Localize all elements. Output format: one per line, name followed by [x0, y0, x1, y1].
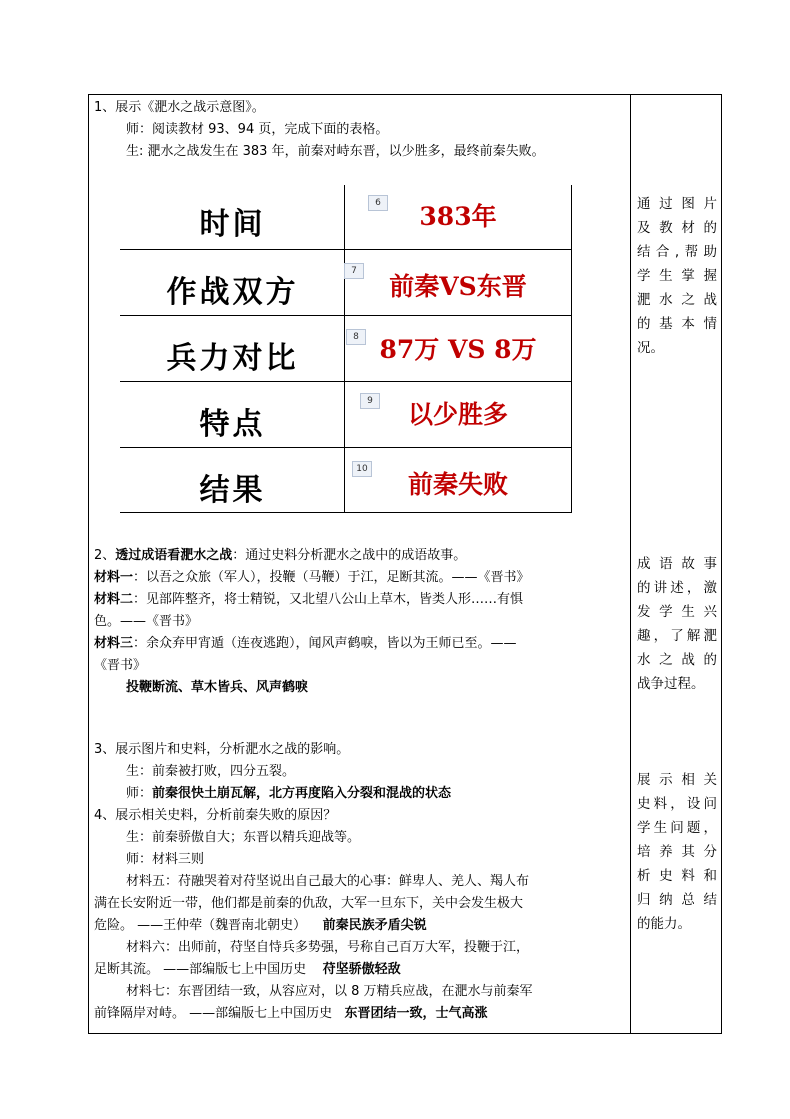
side-note-2: 成语故事 的讲述，激 发学生兴 趣，了解淝 水之战的 战争过程。: [637, 556, 717, 692]
row-value-feature: 以少胜多: [407, 400, 508, 429]
material-7-line2: 前锋隔岸对峙。 ——部编版七上中国历史 东晋团结一致，士气高涨: [94, 1006, 488, 1021]
table-row-line: [120, 381, 572, 382]
section1-student: 生: 淝水之战发生在 383 年，前秦对峙东晋，以少胜多，最终前秦失败。: [126, 144, 545, 159]
row-value-time: 383年: [419, 202, 497, 231]
blank-number-badge: 7: [344, 263, 364, 279]
row-value-forces: 87万 VS 8万: [379, 335, 537, 364]
row-label-forces: 兵力对比: [166, 341, 299, 376]
row-value-sides: 前秦VS东晋: [389, 272, 527, 301]
row-label-result: 结果: [199, 473, 266, 508]
material-3: 材料三：余众弃甲宵遁（连夜逃跑），闻风声鹤唳，皆以为王师已至。——: [94, 636, 517, 651]
side-note-1: 通过图片 及教材的 结合,帮助 学生掌握 淝水之战 的基本情 况。: [637, 196, 717, 356]
row-value-result: 前秦失败: [407, 470, 508, 499]
material-2-cont: 色。——《晋书》: [94, 614, 199, 629]
section4-heading: 4、展示相关史料，分析前秦失败的原因？: [94, 808, 337, 823]
row-label-feature: 特点: [199, 407, 266, 442]
section4-student: 生：前秦骄傲自大；东晋以精兵迎战等。: [126, 830, 361, 845]
material-6-line2: 足断其流。 ——部编版七上中国历史 苻坚骄傲轻敌: [94, 962, 401, 977]
row-label-time: 时间: [199, 207, 266, 242]
column-divider: [630, 94, 631, 1034]
material-5-line3: 危险。 ——王仲荦（魏晋南北朝史） 前秦民族矛盾尖锐: [94, 918, 427, 933]
section3-student: 生：前秦被打败，四分五裂。: [126, 764, 296, 779]
section1-teacher: 师：阅读教材 93、94 页，完成下面的表格。: [126, 122, 389, 137]
section4-teacher: 师：材料三则: [126, 852, 205, 867]
idiom-summary: 投鞭断流、草木皆兵、风声鹤唳: [126, 680, 309, 695]
material-1: 材料一：以吾之众旅（军人），投鞭（马鞭）于江，足断其流。——《晋书》: [94, 570, 530, 585]
side-note-3: 展示相关 史料，设问 学生问题， 培养其分 析史料和 归纳总结 的能力。: [637, 772, 717, 932]
section1-heading: 1、展示《淝水之战示意图》。: [94, 100, 265, 115]
material-5-line2: 满在长安附近一带，他们都是前秦的仇敌，大军一旦东下，关中会发生极大: [94, 896, 524, 911]
row-label-sides: 作战双方: [166, 275, 299, 310]
section2-heading: 2、透过成语看淝水之战：通过史料分析淝水之战中的成语故事。: [94, 548, 467, 563]
table-row-line: [120, 249, 572, 250]
battle-info-table: [120, 185, 572, 513]
table-row-line: [120, 315, 572, 316]
material-5-line1: 材料五：苻融哭着对苻坚说出自己最大的心事：鲜卑人、羌人、羯人布: [126, 874, 530, 889]
material-7-line1: 材料七：东晋团结一致，从容应对，以 8 万精兵应战，在淝水与前秦军: [126, 984, 533, 999]
blank-number-badge: 10: [352, 461, 372, 477]
material-6-line1: 材料六：出师前，苻坚自恃兵多势强，号称自己百万大军，投鞭于江，: [126, 940, 530, 955]
section3-heading: 3、展示图片和史料，分析淝水之战的影响。: [94, 742, 350, 757]
material-2: 材料二：见部阵整齐，将士精锐，又北望八公山上草木，皆类人形……有惧: [94, 592, 524, 607]
table-row-line: [120, 447, 572, 448]
blank-number-badge: 8: [346, 329, 366, 345]
table-bottom-line: [120, 512, 572, 513]
blank-number-badge: 9: [360, 393, 380, 409]
material-3-cont: 《晋书》: [94, 658, 147, 673]
section3-teacher: 师：前秦很快土崩瓦解，北方再度陷入分裂和混战的状态: [126, 786, 452, 801]
blank-number-badge: 6: [368, 195, 388, 211]
